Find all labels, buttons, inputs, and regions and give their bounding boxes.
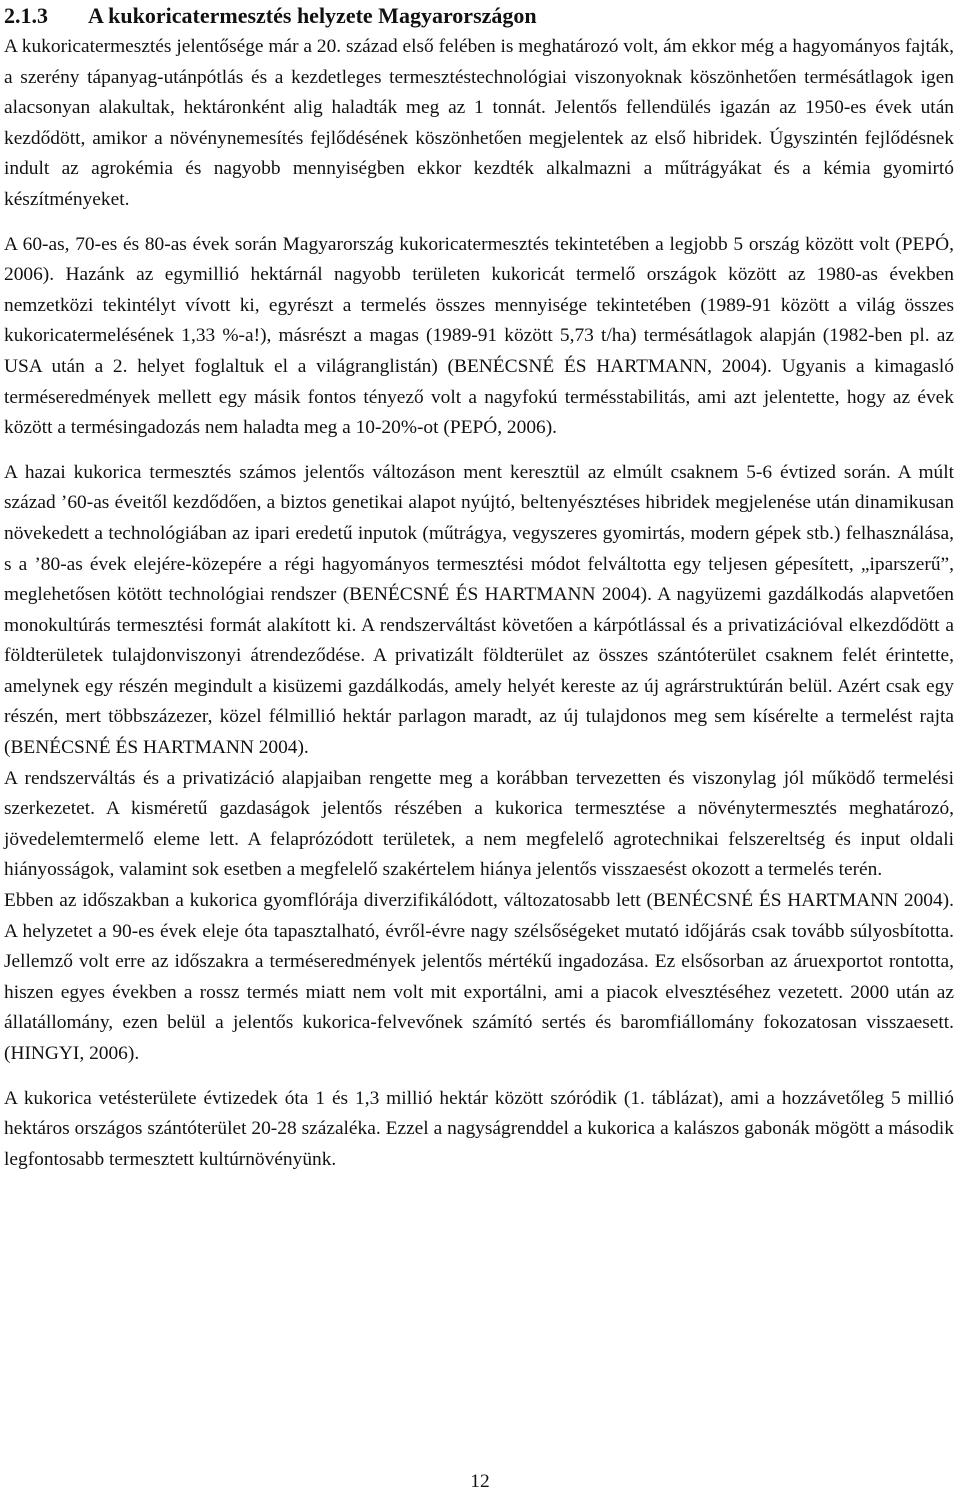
paragraph-ranking: A 60-as, 70-es és 80-as évek során Magyarország kukoricatermesztés tekintetében a legjobb 5 ország között volt (PEPÓ, 2006). Hazánk az egymillió hektárnál nagyobb területen kukoricát termelő országok között az 1980-as években nemzetközi tekintélyt vívott ki, egyrészt a termelés összes mennyisége tekintetében (1989-91 között a világ összes kukoricatermelésének 1,33 %-a!), másrészt a magas (1989-91 között 5,73 t/ha) termésátlagok alapján (1982-ben pl. az USA után a 2. helyet foglaltuk el a világranglistán) (BENÉCSNÉ ÉS HARTMANN, 2004). Ugyanis a kimagasló terméseredmények mellett egy másik fontos tényező volt a nagyfokú termésstabilitás, ami azt jelentette, hogy az évek között a termésingadozás nem haladta meg a 10-20%-ot (PEPÓ, 2006). <box>4 233 954 439</box>
section-heading <box>4 0 954 32</box>
section-number: 2.1.3 <box>4 3 48 28</box>
page-number: 12 <box>470 1471 490 1492</box>
paragraph-sown-area: A kukorica vetésterülete évtizedek óta 1 és 1,3 millió hektár között szóródik (1. táblázat), ami a hozzávetőleg 5 millió hektáros országos szántóterület 20-28 százaléka. Ezzel a nagyságrenddel a kukorica a kalászos gabonák mögött a második legfontosabb termesztett kultúrnövényünk. <box>4 1087 954 1170</box>
paragraph-changes: A hazai kukorica termesztés számos jelentős változáson ment keresztül az elmúlt csaknem 5-6 évtized során. A múlt század ’60-as éveitől kezdődően, a biztos genetikai alapot nyújtó, beltenyésztéses hibridek megjelenése után dinamikusan növekedett a technológiában az ipari eredetű inputok (műtrágya, vegyszeres gyomirtás, modern gépek stb.) felhasználása, s a ’80-as évek elejére-közepére a régi hagyományos termesztési módot felváltotta egy teljesen gépesített, „iparszerű”, meglehetősen kötött technológiai rendszer (BENÉCSNÉ ÉS HARTMANN 2004). A nagyüzemi gazdálkodás alapvetően monokultúrás termesztési formát alakított ki. A rendszerváltást követően a kárpótlással és a privatizációval elkezdődött a földterületek tulajdonviszonyi átrendeződése. A privatizált földterület az összes szántóterület csaknem felét érintette, amelynek egy részén megindult a kisüzemi gazdálkodás, amely helyét kereste az új agrárstruktúrán belül. Azért csak egy részén, mert többszázezer, közel félmillió hektár parlagon maradt, az új tulajdonos meg sem kísérelte a termelést rajta (BENÉCSNÉ ÉS HARTMANN 2004). <box>4 461 954 759</box>
paragraph-weed-flora: Ebben az időszakban a kukorica gyomflórája diverzifikálódott, változatosabb lett (BENÉCSNÉ ÉS HARTMANN 2004). A helyzetet a 90-es évek eleje óta tapasztalható, évről-évre nagy szélsőségeket mutató időjárás csak tovább súlyosbította. Jellemző volt erre az időszakra a terméseredmények jelentős mértékű ingadozása. Ez elsősorban az áruexportot rontotta, hiszen egyes években a rossz termés miatt nem volt mit exportálni, ami a piacok elvesztéséhez vezetett. 2000 után az állatállomány, ezen belül a jelentős kukorica-felvevőnek számító sertés és baromfiállomány fokozatosan visszaesett. (HINGYI, 2006). <box>4 890 954 1064</box>
paragraph-significance: A kukoricatermesztés jelentősége már a 20. század első felében is meghatározó volt, ám ekkor még a hagyományos fajták, a szerény tápanyag-utánpótlás és a kezdetleges termesztéstechnológiai viszonyoknak köszönhetően termésátlagok igen alacsonyan alakultak, hektáronként alig haladták meg az 1 tonnát. Jelentős fellendülés igazán az 1950-es évek után kezdődött, amikor a növénynemesítés fejlődésének köszönhetően megjelentek az első hibridek. Úgyszintén fejlődésnek indult az agrokémia és nagyobb mennyiségben ekkor kezdték alkalmazni a műtrágyákat és a kémia gyomirtó készítményeket. <box>4 36 954 210</box>
document-page <box>4 0 954 1175</box>
paragraph-privatization: A rendszerváltás és a privatizáció alapjaiban rengette meg a korábban tervezetten és viszonylag jól működő termelési szerkezetet. A kisméretű gazdaságok jelentős részében a kukorica termesztése a növénytermesztés meghatározó, jövedelemtermelő eleme lett. A felaprózódott területek, a nem megfelelő agrotechnikai felszereltség és input oldali hiányosságok, valamint sok esetben a megfelelő szakértelem hiánya jelentős visszaesést okozott a termelés terén. <box>4 767 954 881</box>
section-title: A kukoricatermesztés helyzete Magyarországon <box>88 3 537 28</box>
